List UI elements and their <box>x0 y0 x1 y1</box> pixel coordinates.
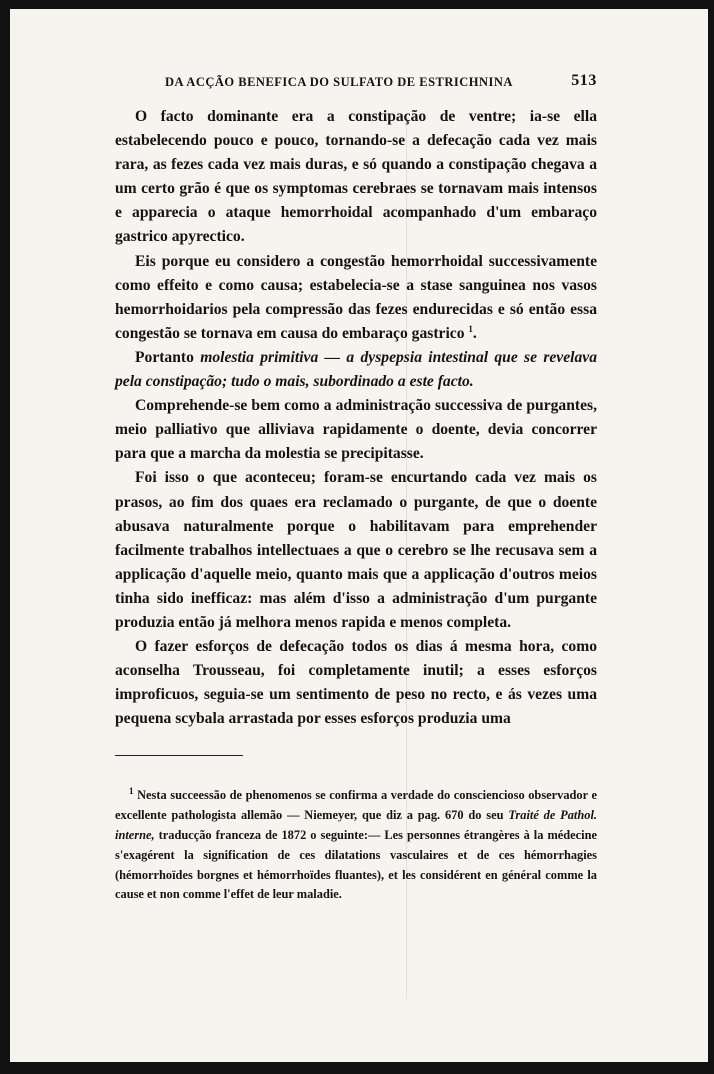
footnote-reference[interactable]: 1 <box>468 323 473 334</box>
paragraph-3 <box>115 346 597 394</box>
footnote <box>115 786 597 905</box>
footnote-text-2: traducção franceza de 1872 o seguinte:— Les personnes étrangères à la médecine s'exagérent la signification de ces dilatations vasculaires et de ces hémorrhagies (hémorrhoïdes borgnes et hémorrhoïdes fluantes), et les considérent en général comme la cause et non comme l'effet de leur maladie. <box>115 828 597 902</box>
paragraph-2 <box>115 250 597 346</box>
paragraph-3-italic: molestia primitiva — a dyspepsia intestinal que se revelava pela constipação; tudo o mais, subordinado a este facto. <box>115 348 597 391</box>
footnote-text-1: Nesta succeessão de phenomenos se confirma a verdade do consciencioso observador e excellente pathologista allemão — Niemeyer, que diz a pag. 670 do seu <box>115 788 597 823</box>
page-header <box>115 69 597 95</box>
running-title: DA ACÇÃO BENEFICA DO SULFATO DE ESTRICHNINA <box>165 75 513 89</box>
paragraph-2-text: Eis porque eu considero a congestão hemorrhoidal successivamente como effeito e como causa; estabelecia-se a stase sanguinea nos vasos hemorrhoidarios pela compressão das fezes endurecidas e só então essa congestão se tornava em causa do embaraço gastrico <box>115 252 597 342</box>
page-number: 513 <box>571 72 597 89</box>
paragraph-4: Comprehende-se bem como a administração successiva de purgantes, meio palliativo que alliviava rapidamente o doente, devia concorrer para que a marcha da molestia se precipitasse. <box>115 397 597 463</box>
paragraph-1: O facto dominante era a constipação de ventre; ia-se ella estabelecendo pouco e pouco, tornando-se a defecação cada vez mais rara, as fezes cada vez mais duras, e só quando a constipação chegava a um certo grão é que os symptomas cerebraes se tornavam mais intensos e apparecia o ataque hemorrhoidal acompanhado d'um embaraço gastrico apyrectico. <box>115 108 597 246</box>
book-page <box>115 69 597 905</box>
paragraph-5: Foi isso o que aconteceu; foram-se encurtando cada vez mais os prasos, ao fim dos quaes era reclamado o purgante, de que o doente abusava naturalmente porque o habilitavam para emprehender facilmente trabalhos intellectuaes a que o cerebro se lhe recusava sem a applicação d'aquelle meio, quanto mais que a applicação d'outros meios tinha sido inefficaz: mas além d'isso a administração d'um purgante produzia então já melhora menos rapida e menos completa. <box>115 469 597 631</box>
paragraph-2-end: . <box>472 324 477 342</box>
footnote-cited-title: Traité de Pathol. interne, <box>115 808 597 843</box>
footnote-divider <box>115 755 243 756</box>
paragraph-6: O fazer esforços de defecação todos os dias á mesma hora, como aconselha Trousseau, foi completamente inutil; a esses esforços improficuos, seguia-se um sentimento de peso no recto, e ás vezes uma pequena scybala arrastada por esses esforços produzia uma <box>115 638 597 728</box>
footnote-marker: 1 <box>129 786 134 797</box>
paragraph-3-lead: Portanto <box>135 348 194 366</box>
body-text <box>115 105 597 731</box>
